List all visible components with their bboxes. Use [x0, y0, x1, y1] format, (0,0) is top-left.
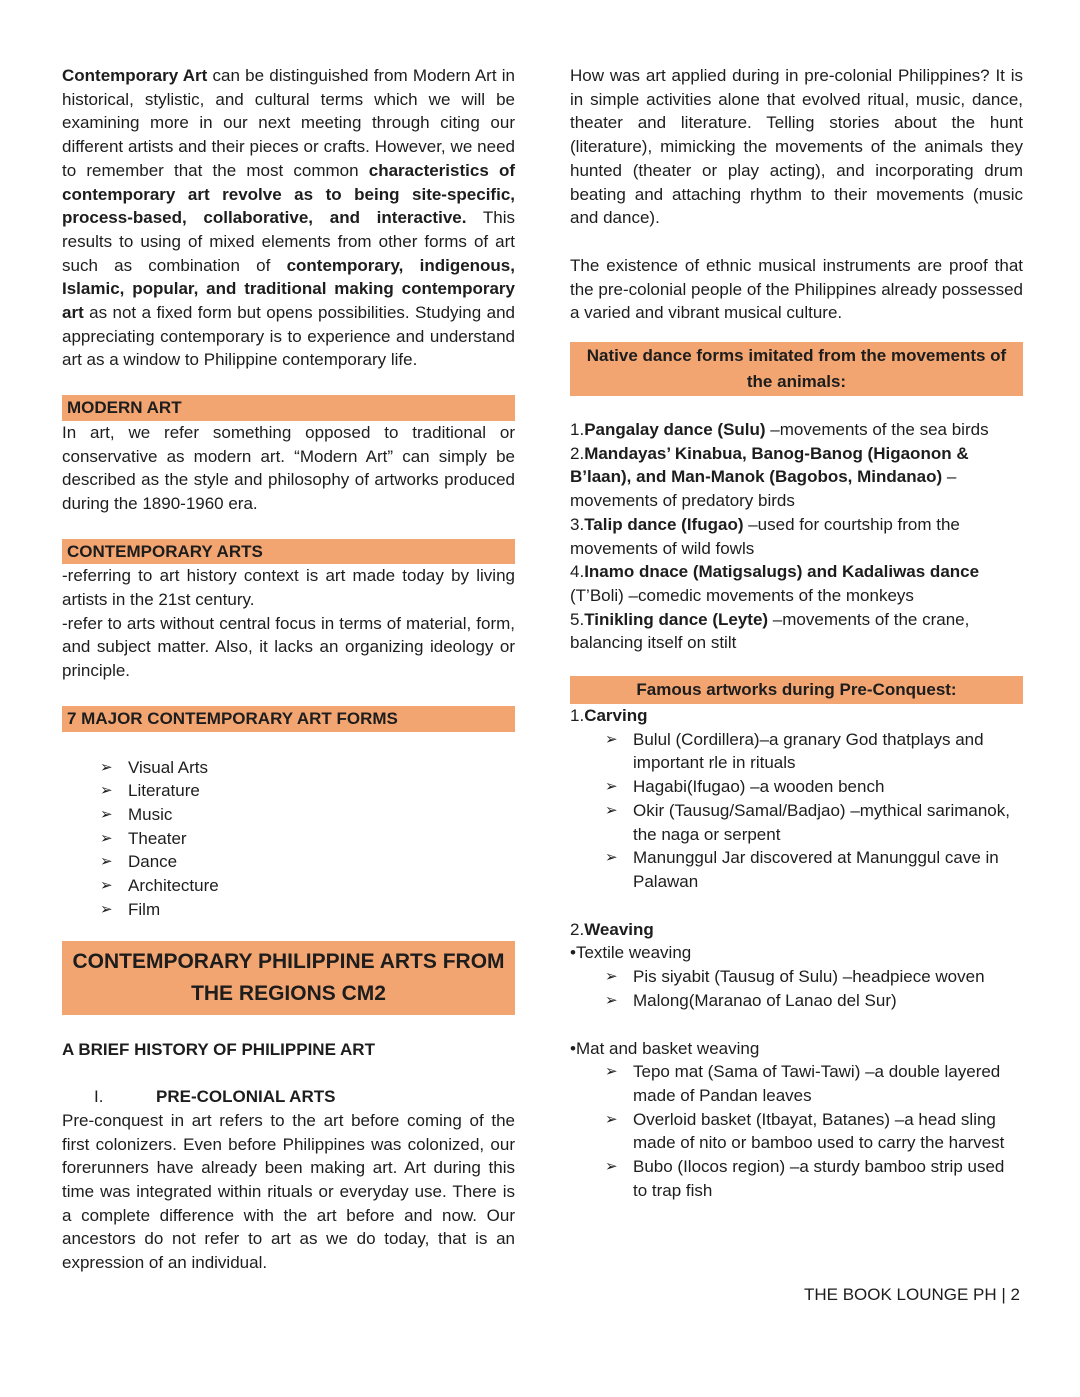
section-history	[62, 1038, 515, 1275]
textile-item: Pis siyabit (Tausug of Sulu) –headpiece woven	[633, 967, 985, 987]
list-item	[100, 874, 515, 898]
dance-item	[570, 513, 1023, 560]
weaving-heading	[570, 918, 1023, 942]
mat-basket-weaving-label: •Mat and basket weaving	[570, 1038, 760, 1058]
weaving-number: 2.	[570, 919, 585, 939]
dance-number: 4.	[570, 562, 585, 582]
art-form-label: Dance	[128, 852, 178, 872]
arrow-bullet-icon: ➢	[100, 782, 113, 800]
arrow-bullet-icon: ➢	[605, 730, 618, 748]
dance-number: 5.	[570, 609, 585, 629]
art-form-label: Architecture	[128, 876, 219, 896]
list-item	[100, 779, 515, 803]
dance-item	[570, 608, 1023, 655]
list-item	[100, 898, 515, 922]
dance-name: Pangalay dance (Sulu)	[584, 420, 766, 440]
arrow-bullet-icon: ➢	[100, 853, 113, 871]
arrow-bullet-icon: ➢	[605, 1158, 618, 1176]
precolonial-application-paragraph: How was art applied during in pre-colonial Philippines? It is in simple activities alone that evolved ritual, music, dance, theater and literature. Telling stories about the hunt (literature), mimicking the movements of the animals they hunted (theater or play acting), and incorporating drum beating and attaching rhythm to their movements (music and dance).	[570, 66, 1023, 228]
arrow-bullet-icon: ➢	[605, 1110, 618, 1128]
section-modern-art	[62, 395, 515, 516]
right-column	[570, 64, 1023, 1275]
modern-art-body: In art, we refer something opposed to traditional or conservative as modern art. “Modern Art” can simply be described as the style and philosophy of artworks produced during the 1890-1960 era.	[62, 422, 515, 513]
arrow-bullet-icon: ➢	[605, 968, 618, 986]
carving-item: Manunggul Jar discovered at Manunggul cave in Palawan	[633, 848, 999, 891]
dance-list	[570, 418, 1023, 655]
art-form-label: Visual Arts	[128, 757, 209, 777]
list-item	[605, 965, 1023, 989]
contemporary-arts-line-1: -referring to art history context is art made today by living artists in the 21st century.	[62, 566, 515, 610]
intro-text-2: This results to using of mixed elements from other forms of art such as combination of	[62, 208, 515, 275]
contemporary-arts-line-2: -refer to arts without central focus in terms of material, form, and subject matter. Also, it lacks an organizing ideology or principle.	[62, 613, 515, 681]
dance-item	[570, 418, 1023, 442]
dance-desc: –movements of the sea birds	[765, 420, 989, 440]
carving-title: Carving	[584, 706, 648, 726]
dance-name: Inamo dnace (Matigsalugs) and Kadaliwas dance	[584, 562, 980, 582]
arrow-bullet-icon: ➢	[605, 778, 618, 796]
art-forms-header: 7 MAJOR CONTEMPORARY ART FORMS	[62, 706, 515, 732]
list-item	[100, 850, 515, 874]
intro-text-1: can be distinguished from Modern Art in historical, stylistic, and cultural terms which we will be examining more in our next meeting through citing our different artists and their pieces or crafts. However, we need to remember that the most common	[62, 66, 515, 180]
list-item	[605, 728, 1023, 775]
native-dance-banner: Native dance forms imitated from the movements of the animals:	[570, 342, 1023, 396]
main-title-line-1: CONTEMPORARY PHILIPPINE ARTS FROM	[72, 949, 505, 973]
arrow-bullet-icon: ➢	[100, 877, 113, 895]
art-forms-list	[62, 756, 515, 922]
intro-text-3: as not a fixed form but opens possibilities. Studying and appreciating contemporary is to experience and understand art as a window to Philippine contemporary life.	[62, 303, 515, 370]
carving-heading	[570, 704, 1023, 728]
dance-number: 1.	[570, 420, 585, 440]
carving-number: 1.	[570, 706, 585, 726]
precolonial-body: Pre-conquest in art refers to the art before coming of the first colonizers. Even before Philippines was colonized, our forerunners have already been making art. Art during this time was integrated within rituals or everyday use. There is a complete difference with the art before and now. Our ancestors do not refer to art as we do today, that is an expression of an individual.	[62, 1110, 515, 1273]
mat-item: Overloid basket (Itbayat, Batanes) –a head sling made of nito or bamboo used to carry the harvest	[633, 1109, 1005, 1153]
mat-item: Bubo (Ilocos region) –a sturdy bamboo strip used to trap fish	[633, 1157, 1005, 1200]
carving-item: Bulul (Cordillera)–a granary God thatplays and important rle in rituals	[633, 729, 984, 773]
arrow-bullet-icon: ➢	[605, 801, 618, 819]
list-item	[605, 846, 1023, 893]
dance-desc: –movements of the crane, balancing itself on stilt	[570, 609, 970, 653]
dance-desc: –used for courtship from the movements of wild fowls	[570, 514, 960, 558]
main-title-line-2: THE REGIONS CM2	[191, 981, 386, 1005]
list-item	[100, 827, 515, 851]
dance-number: 2.	[570, 443, 585, 463]
roman-numeral: I.	[94, 1087, 104, 1107]
contemporary-arts-header: CONTEMPORARY ARTS	[62, 539, 515, 565]
list-item	[100, 803, 515, 827]
intro-bold-2: characteristics of contemporary art revolve as to being site-specific, process-based, collaborative, and interactive.	[62, 160, 515, 228]
list-item	[605, 775, 1023, 799]
art-form-label: Theater	[128, 828, 187, 848]
list-item	[605, 1060, 1023, 1107]
precolonial-title: PRE-COLONIAL ARTS	[156, 1087, 336, 1107]
list-item	[605, 1108, 1023, 1155]
spacer	[570, 230, 1023, 254]
precolonial-subhead	[62, 1085, 515, 1109]
ethnic-instruments-paragraph: The existence of ethnic musical instruments are proof that the pre-colonial people of the Philippines already possessed a varied and vibrant musical culture.	[570, 255, 1023, 323]
main-title-banner	[62, 941, 515, 1015]
section-contemporary-arts	[62, 539, 515, 683]
art-form-label: Music	[128, 804, 173, 824]
arrow-bullet-icon: ➢	[100, 758, 113, 776]
textile-item: Malong(Maranao of Lanao del Sur)	[633, 990, 897, 1010]
intro-bold-1: Contemporary Art	[62, 66, 208, 85]
dance-desc: –movements of predatory birds	[570, 467, 957, 511]
carving-item: Hagabi(Ifugao) –a wooden bench	[633, 777, 885, 797]
list-item	[605, 799, 1023, 846]
section-art-forms	[62, 706, 515, 922]
arrow-bullet-icon: ➢	[605, 991, 618, 1009]
dance-item	[570, 442, 1023, 513]
dance-name: Talip dance (Ifugao)	[584, 514, 744, 534]
dance-desc: (T’Boli) –comedic movements of the monkeys	[570, 585, 914, 605]
page-footer: THE BOOK LOUNGE PH | 2	[803, 1285, 1020, 1304]
left-column	[62, 64, 515, 1275]
weaving-title: Weaving	[584, 919, 654, 939]
list-item	[100, 756, 515, 780]
carving-list	[570, 728, 1023, 894]
mat-basket-weaving-list	[570, 1060, 1023, 1202]
mat-item: Tepo mat (Sama of Tawi-Tawi) –a double layered made of Pandan leaves	[633, 1062, 1001, 1105]
intro-bold-3: contemporary, indigenous, Islamic, popular, and traditional making contemporary art	[62, 255, 515, 323]
textile-weaving-label: •Textile weaving	[570, 943, 692, 963]
dance-number: 3.	[570, 514, 585, 534]
textile-weaving-list	[570, 965, 1023, 1012]
arrow-bullet-icon: ➢	[605, 849, 618, 867]
history-header: A BRIEF HISTORY OF PHILIPPINE ART	[62, 1039, 375, 1059]
dance-name: Tinikling dance (Leyte)	[584, 609, 769, 629]
carving-item: Okir (Tausug/Samal/Badjao) –mythical sarimanok, the naga or serpent	[633, 800, 1010, 844]
arrow-bullet-icon: ➢	[605, 1063, 618, 1081]
arrow-bullet-icon: ➢	[100, 900, 113, 918]
art-form-label: Film	[128, 899, 161, 919]
list-item	[605, 989, 1023, 1013]
list-item	[605, 1155, 1023, 1202]
famous-artworks-banner: Famous artworks during Pre-Conquest:	[570, 676, 1023, 704]
modern-art-header: MODERN ART	[62, 395, 515, 421]
dance-item	[570, 560, 1023, 607]
intro-paragraph	[62, 64, 515, 372]
arrow-bullet-icon: ➢	[100, 829, 113, 847]
dance-name: Mandayas’ Kinabua, Banog-Banog (Higaonon & B’laan), and Man-Manok (Bagobos, Mindanao)	[570, 443, 969, 487]
art-form-label: Literature	[128, 781, 200, 801]
arrow-bullet-icon: ➢	[100, 805, 113, 823]
